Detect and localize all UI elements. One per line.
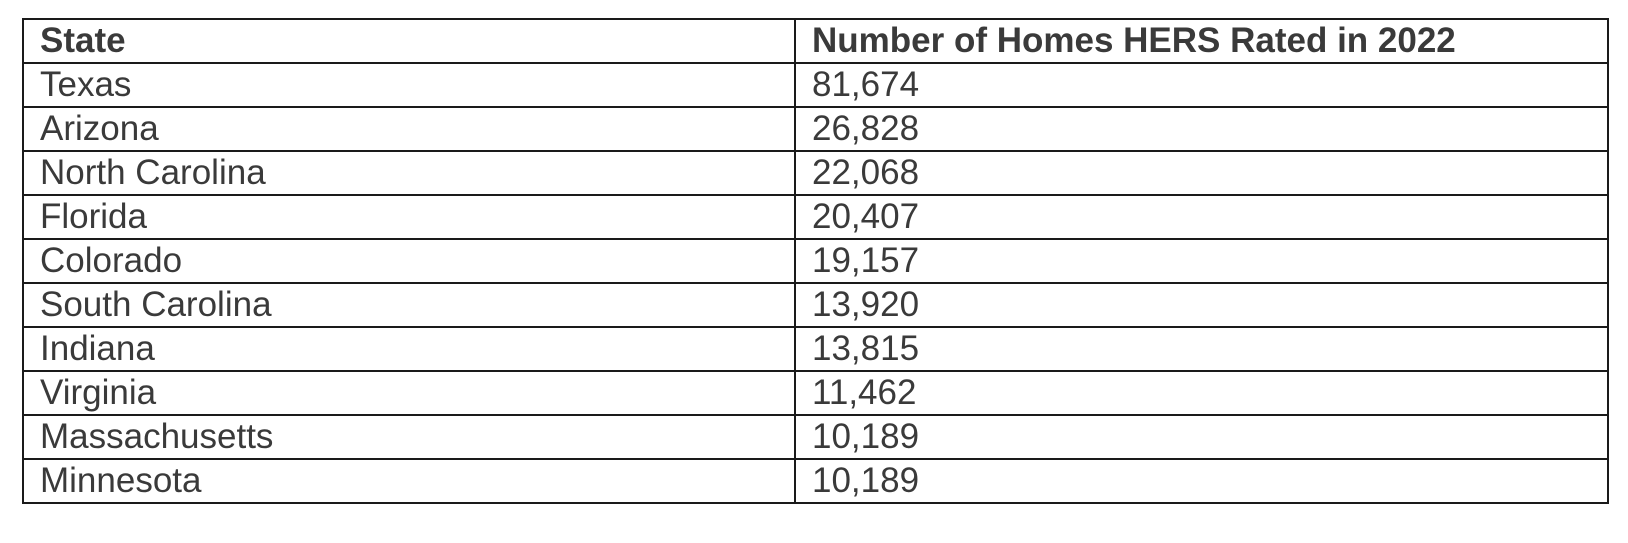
state-cell: Colorado xyxy=(23,239,795,283)
homes-rated-cell: 13,920 xyxy=(795,283,1608,327)
table-row xyxy=(23,415,1608,459)
table-header-row xyxy=(23,19,1608,63)
table-row xyxy=(23,459,1608,503)
homes-rated-cell: 20,407 xyxy=(795,195,1608,239)
state-cell: North Carolina xyxy=(23,151,795,195)
state-cell: South Carolina xyxy=(23,283,795,327)
homes-rated-cell: 13,815 xyxy=(795,327,1608,371)
homes-rated-cell: 19,157 xyxy=(795,239,1608,283)
state-cell: Texas xyxy=(23,63,795,107)
header-state: State xyxy=(23,19,795,63)
homes-rated-cell: 11,462 xyxy=(795,371,1608,415)
homes-rated-cell: 26,828 xyxy=(795,107,1608,151)
header-homes-rated: Number of Homes HERS Rated in 2022 xyxy=(795,19,1608,63)
table-row xyxy=(23,327,1608,371)
homes-rated-cell: 10,189 xyxy=(795,459,1608,503)
state-cell: Indiana xyxy=(23,327,795,371)
table-row xyxy=(23,239,1608,283)
state-cell: Florida xyxy=(23,195,795,239)
homes-rated-cell: 10,189 xyxy=(795,415,1608,459)
state-cell: Virginia xyxy=(23,371,795,415)
homes-rated-cell: 22,068 xyxy=(795,151,1608,195)
table-row xyxy=(23,107,1608,151)
table-row xyxy=(23,371,1608,415)
table-row xyxy=(23,63,1608,107)
table-row xyxy=(23,283,1608,327)
state-cell: Massachusetts xyxy=(23,415,795,459)
state-cell: Arizona xyxy=(23,107,795,151)
hers-ratings-table xyxy=(22,18,1609,504)
table-row xyxy=(23,195,1608,239)
state-cell: Minnesota xyxy=(23,459,795,503)
table-row xyxy=(23,151,1608,195)
homes-rated-cell: 81,674 xyxy=(795,63,1608,107)
hers-table-container xyxy=(22,18,1607,504)
